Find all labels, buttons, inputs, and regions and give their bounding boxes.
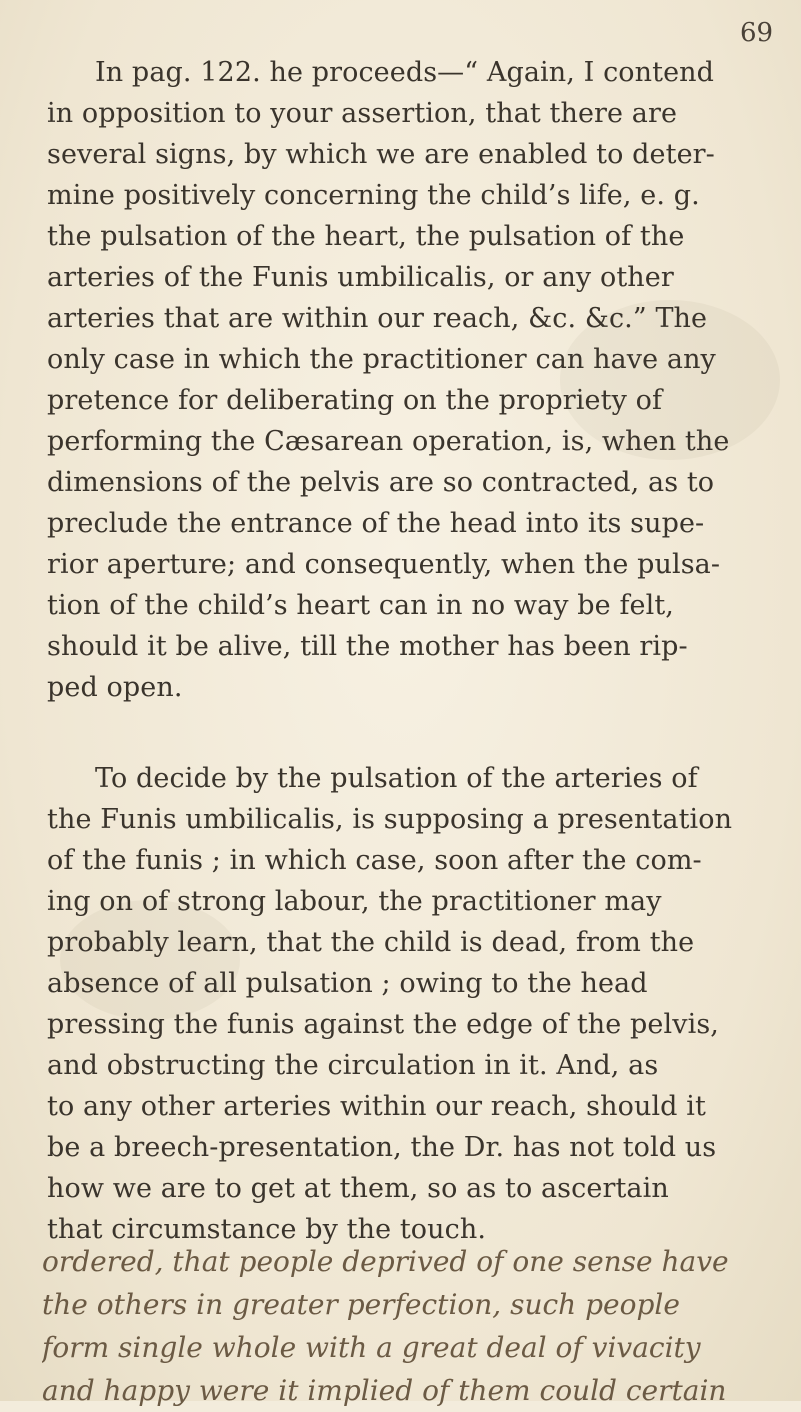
text-line: to any other arteries within our reach, should it bbox=[47, 1091, 706, 1122]
text-line: several signs, by which we are enabled to deter- bbox=[47, 139, 715, 170]
text-line: pretence for deliberating on the propriety of bbox=[47, 385, 663, 416]
text-line: pressing the funis against the edge of the pelvis, bbox=[47, 1009, 719, 1040]
text-line: the Funis umbilicalis, is supposing a presentation bbox=[47, 804, 733, 835]
text-line: preclude the entrance of the head into its supe- bbox=[47, 508, 705, 539]
text-line: rior aperture; and consequently, when the pulsa- bbox=[47, 549, 721, 580]
handwritten-line: and happy were it implied of them could certain bbox=[42, 1374, 727, 1407]
text-line: arteries of the Funis umbilicalis, or any other bbox=[47, 262, 674, 293]
text-line: of the funis ; in which case, soon after the com- bbox=[47, 845, 702, 876]
text-line: the pulsation of the heart, the pulsation of the bbox=[47, 221, 685, 252]
text-line: dimensions of the pelvis are so contracted, as to bbox=[47, 467, 715, 498]
handwritten-line: the others in greater perfection, such people bbox=[42, 1288, 680, 1321]
text-line: only case in which the practitioner can have any bbox=[47, 344, 716, 375]
handwritten-line: ordered, that people deprived of one sense have bbox=[42, 1245, 729, 1278]
text-line: To decide by the pulsation of the arteries of bbox=[95, 763, 698, 794]
text-line: absence of all pulsation ; owing to the head bbox=[47, 968, 648, 999]
text-line: probably learn, that the child is dead, from the bbox=[47, 927, 695, 958]
text-line: performing the Cæsarean operation, is, when the bbox=[47, 426, 730, 457]
text-line: that circumstance by the touch. bbox=[47, 1214, 487, 1245]
text-line: how we are to get at them, so as to ascertain bbox=[47, 1173, 669, 1204]
handwritten-line: form single whole with a great deal of vivacity bbox=[42, 1331, 701, 1364]
printed-text bbox=[47, 52, 782, 1250]
text-line: and obstructing the circulation in it. And, as bbox=[47, 1050, 659, 1081]
text-line: ing on of strong labour, the practitioner may bbox=[47, 886, 662, 917]
text-line: be a breech-presentation, the Dr. has not told us bbox=[47, 1132, 717, 1163]
text-line: should it be alive, till the mother has been rip- bbox=[47, 631, 688, 662]
text-line: In pag. 122. he proceeds—“ Again, I contend bbox=[95, 57, 715, 88]
text-line: arteries that are within our reach, &c. &c.” The bbox=[47, 303, 708, 334]
paragraph-gap bbox=[47, 708, 782, 758]
text-line: mine positively concerning the child’s life, e. g. bbox=[47, 180, 700, 211]
text-line: ped open. bbox=[47, 672, 183, 703]
text-line: in opposition to your assertion, that there are bbox=[47, 98, 678, 129]
handwritten-note bbox=[42, 1240, 801, 1412]
text-line: tion of the child’s heart can in no way be felt, bbox=[47, 590, 674, 621]
page-number: 69 bbox=[740, 18, 774, 48]
